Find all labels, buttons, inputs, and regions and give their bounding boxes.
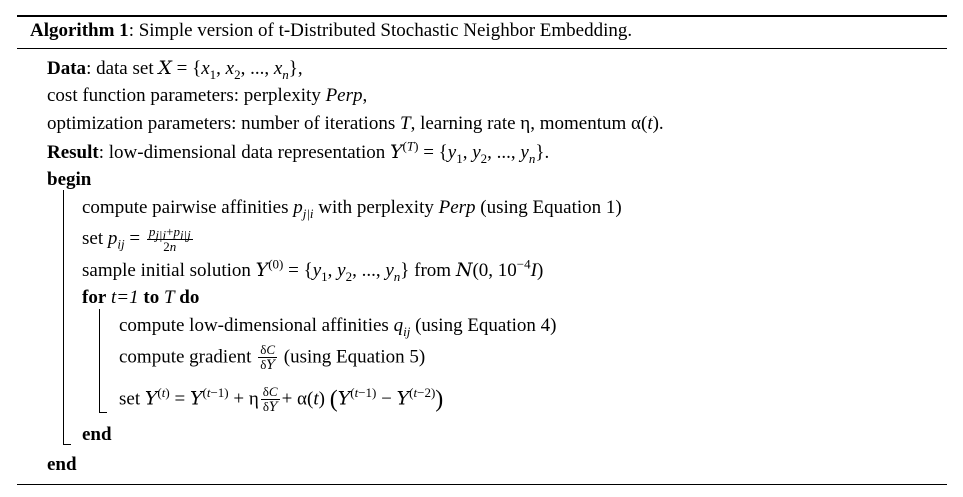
algorithm-caption bbox=[30, 20, 632, 42]
affinity-eq-text: (using Equation 1) bbox=[480, 197, 622, 218]
opt-mid-text: , learning rate η, momentum α( bbox=[410, 113, 648, 134]
result-text: : low-dimensional data representation bbox=[98, 142, 386, 163]
set-text: set bbox=[82, 227, 104, 249]
affinity-text: compute pairwise affinities bbox=[82, 197, 289, 218]
top-rule bbox=[17, 15, 947, 17]
update-fraction: $\frac{\delta C}{\delta Y}$ bbox=[262, 384, 278, 415]
init-line: sample initial solution $Y^{(0)} = \{y_1$, $y_2$, ..., $y_n$} from N(0, $10^{-4}I$) bbox=[82, 256, 544, 284]
for-line: for t=1 to T do bbox=[82, 287, 200, 308]
result-keyword: Result bbox=[47, 142, 99, 163]
result-line: Result: low-dimensional data representation $Y^{(T)} = \{y_1$, $y_2$, ..., $y_n$}. bbox=[47, 138, 550, 166]
opt-text: optimization parameters: number of iterations bbox=[47, 113, 396, 134]
low-dim-affinity-line: compute low-dimensional affinities $q_{ij}$ (using Equation 4) bbox=[119, 315, 557, 339]
gradient-text: compute gradient bbox=[119, 346, 252, 368]
optimization-line: optimization parameters: number of iterations T, learning rate η, momentum α(t). bbox=[47, 113, 664, 134]
cost-line: cost function parameters: perplexity Perp, bbox=[47, 85, 368, 106]
bottom-rule bbox=[17, 484, 947, 485]
gradient-eq-text: (using Equation 5) bbox=[283, 346, 426, 368]
do-keyword: do bbox=[179, 287, 200, 308]
begin-keyword: begin bbox=[47, 169, 92, 190]
data-text: : data set bbox=[86, 58, 154, 79]
gradient-fraction: $\frac{\delta C}{\delta Y}$ bbox=[260, 342, 275, 373]
low-dim-text: compute low-dimensional affinities bbox=[119, 315, 389, 336]
update-line: set $Y^{(t)} = Y^{(t-1)} + \eta$ $\frac{\delta C}{\delta Y}$ + α(t) $(Y^{(t-1)} - Y^{(t-2)})$ bbox=[119, 384, 444, 415]
from-text: from bbox=[414, 260, 452, 281]
inner-block-bar bbox=[99, 309, 100, 412]
update-set-text: set bbox=[119, 388, 141, 410]
to-keyword: to bbox=[143, 287, 160, 308]
algorithm-title: : Simple version of t-Distributed Stochastic Neighbor Embedding. bbox=[128, 20, 633, 41]
init-text: sample initial solution bbox=[82, 260, 251, 281]
affinity-with-text: with perplexity bbox=[318, 197, 434, 218]
algorithm-label: Algorithm 1 bbox=[30, 20, 129, 41]
pij-fraction: $\frac{p_{j|i}+p_{i|j}}{2n}$ bbox=[148, 224, 191, 254]
low-dim-eq-text: (using Equation 4) bbox=[415, 315, 557, 336]
gradient-line bbox=[119, 343, 425, 373]
cost-text: cost function parameters: perplexity bbox=[47, 85, 321, 106]
outer-block-bar bbox=[63, 190, 64, 444]
for-keyword: for bbox=[82, 287, 107, 308]
inner-block-tick bbox=[99, 412, 107, 413]
end-outer-keyword: end bbox=[47, 454, 77, 475]
caption-rule bbox=[17, 48, 947, 49]
for-var: t=1 bbox=[111, 287, 139, 308]
end-inner-keyword: end bbox=[82, 424, 112, 445]
symmetrize-line: set $p_{ij}$ = $\frac{p_{j|i}+p_{i|j}}{2n}$ bbox=[82, 224, 191, 254]
data-line: Data: data set $X = \{x_1$, $x_2$, ..., $x_n$}, bbox=[47, 57, 303, 82]
affinity-line: compute pairwise affinities $p_{j|i}$ with perplexity Perp (using Equation 1) bbox=[82, 197, 622, 221]
perp-symbol-2: Perp bbox=[438, 197, 476, 218]
perp-symbol: Perp bbox=[325, 85, 363, 106]
outer-block-tick bbox=[63, 444, 71, 445]
data-keyword: Data bbox=[47, 58, 87, 79]
